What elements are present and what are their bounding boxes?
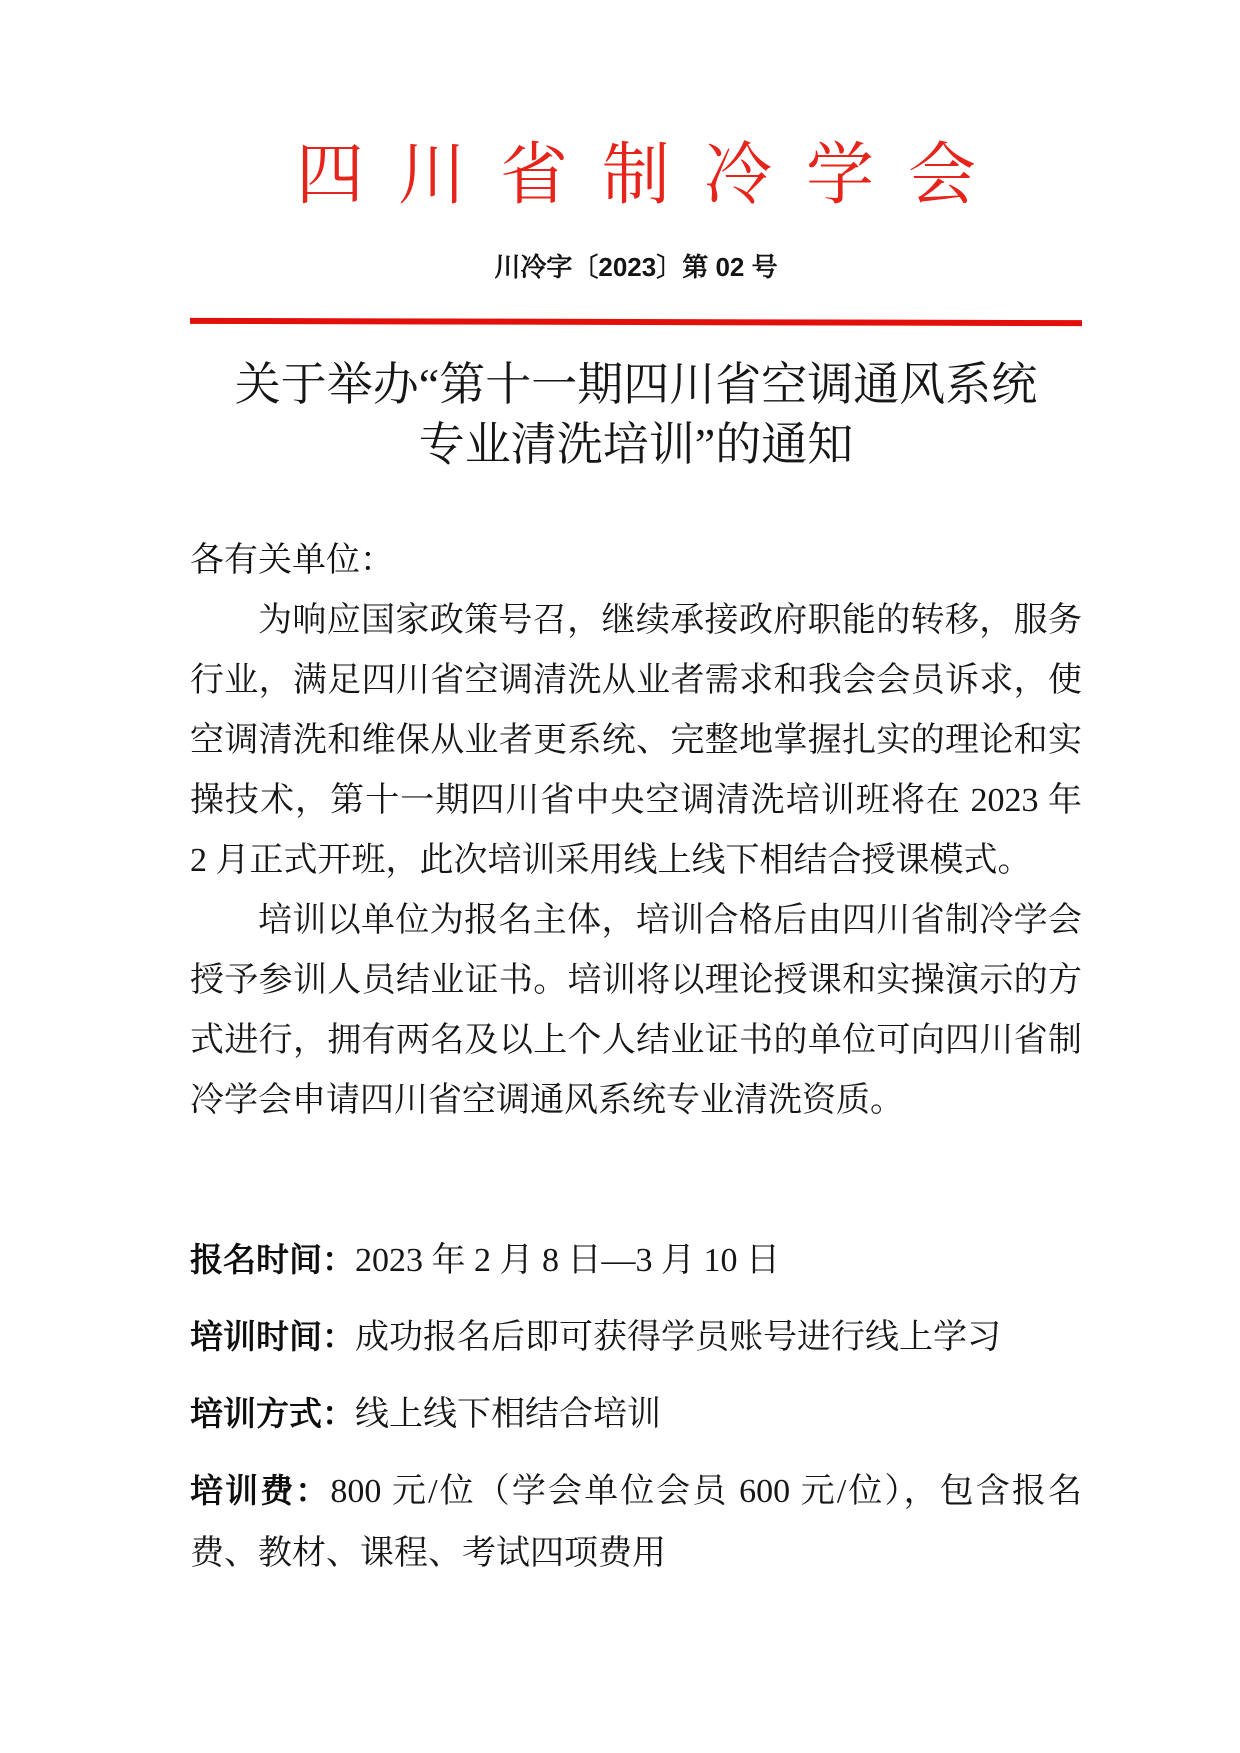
document-title bbox=[190, 355, 1082, 475]
body-paragraph-1: 为响应国家政策号召，继续承接政府职能的转移，服务行业，满足四川省空调清洗从业者需求和我会会员诉求，使空调清洗和维保从业者更系统、完整地掌握扎实的理论和实操技术，第十一期四川省中央空调清洗培训班将在 2023 年 2 月正式开班，此次培训采用线上线下相结合授课模式。 bbox=[190, 602, 1082, 880]
training-fee-value: 800 元/位（学会单位会员 600 元/位），包含报名费、教材、课程、考试四项费用 bbox=[190, 1473, 1082, 1573]
letterhead-red-rule bbox=[190, 318, 1082, 326]
document-title-line1: 关于举办“第十一期四川省空调通风系统 bbox=[234, 359, 1038, 411]
info-item-training-fee bbox=[190, 1460, 1082, 1585]
training-method-value: 线上线下相结合培训 bbox=[355, 1396, 661, 1434]
registration-time-label: 报名时间： bbox=[190, 1241, 355, 1279]
body-paragraph-2: 培训以单位为报名主体，培训合格后由四川省制冷学会授予参训人员结业证书。培训将以理论授课和实操演示的方式进行，拥有两名及以上个人结业证书的单位可向四川省制冷学会申请四川省空调通风系统专业清洗资质。 bbox=[190, 902, 1082, 1120]
training-method-label: 培训方式： bbox=[190, 1395, 355, 1433]
training-time-label: 培训时间： bbox=[190, 1318, 355, 1356]
training-info-list bbox=[190, 1229, 1082, 1585]
info-item-registration-time bbox=[190, 1229, 1082, 1292]
salutation: 各有关单位： bbox=[190, 542, 394, 580]
training-time-value: 成功报名后即可获得学员账号进行线上学习 bbox=[355, 1319, 1001, 1357]
document-number: 川冷字〔2023〕第 02 号 bbox=[494, 252, 778, 283]
registration-time-value: 2023 年 2 月 8 日—3 月 10 日 bbox=[355, 1242, 780, 1280]
document-title-line2: 专业清洗培训”的通知 bbox=[418, 419, 854, 471]
organization-letterhead: 四川省制冷学会 bbox=[295, 137, 1010, 213]
training-fee-label: 培训费： bbox=[190, 1472, 331, 1510]
info-item-training-time bbox=[190, 1306, 1082, 1369]
info-item-training-method bbox=[190, 1383, 1082, 1446]
